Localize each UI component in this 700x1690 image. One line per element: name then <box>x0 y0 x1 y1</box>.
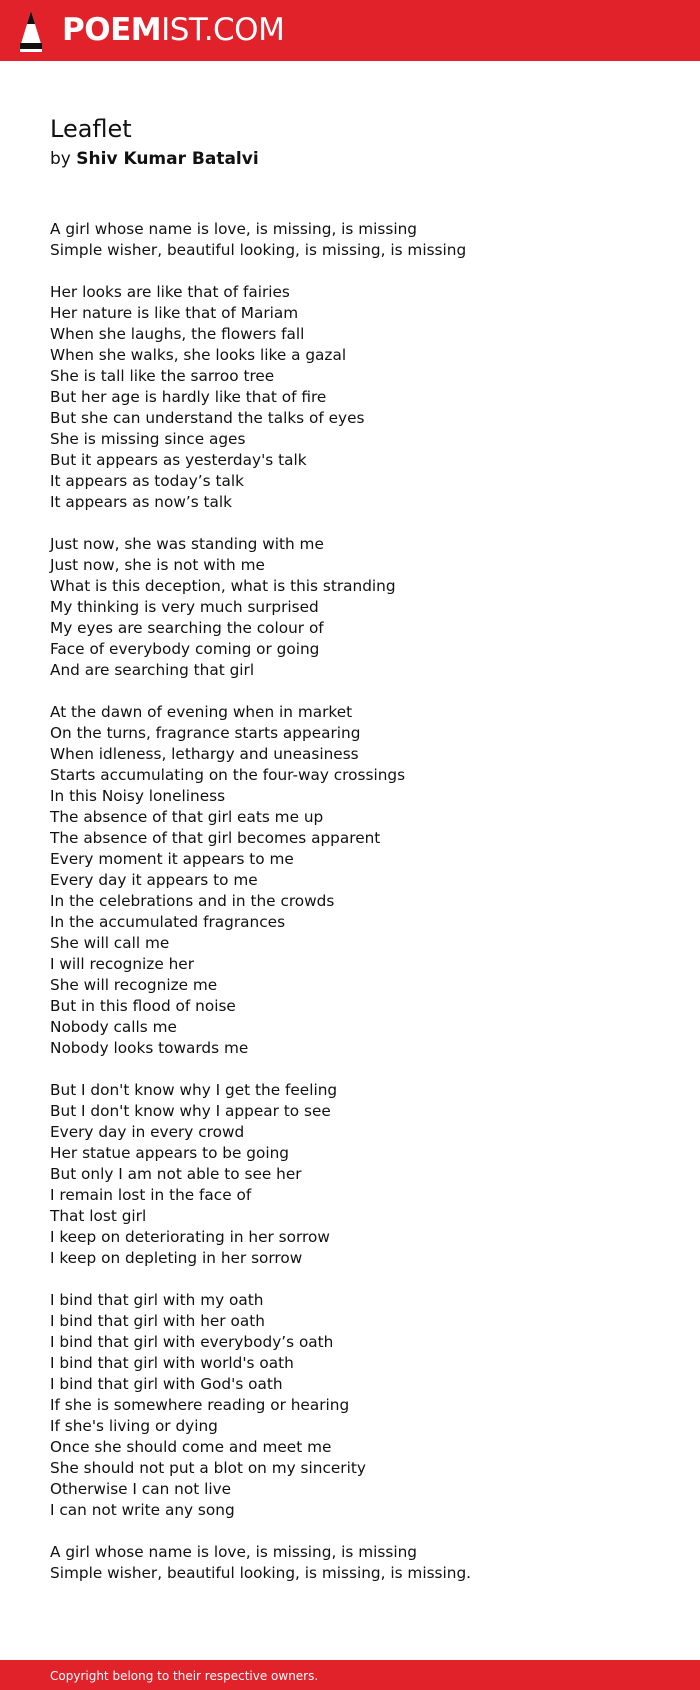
poem-line: Her nature is like that of Mariam <box>50 304 299 322</box>
poem-line: What is this deception, what is this stranding <box>50 577 396 595</box>
poem-line: That lost girl <box>50 1207 147 1225</box>
pencil-tip-icon[interactable] <box>16 9 46 53</box>
copyright-text: Copyright belong to their respective owners. <box>50 1669 319 1683</box>
poem-line: Starts accumulating on the four-way crossings <box>50 766 406 784</box>
poem-line: But I don't know why I appear to see <box>50 1102 331 1120</box>
poem-line: But it appears as yesterday's talk <box>50 451 307 469</box>
poem-line: When idleness, lethargy and uneasiness <box>50 745 359 763</box>
poem-line: I bind that girl with world's oath <box>50 1354 294 1372</box>
poem-line: Simple wisher, beautiful looking, is missing, is missing. <box>50 1564 472 1582</box>
poem-stanza <box>50 1080 650 1269</box>
poem-line: Her looks are like that of fairies <box>50 283 290 301</box>
poem-line: My thinking is very much surprised <box>50 598 319 616</box>
poem-line: I keep on depleting in her sorrow <box>50 1249 303 1267</box>
poem-line: Nobody calls me <box>50 1018 177 1036</box>
poem-line: She is tall like the sarroo tree <box>50 367 275 385</box>
poem-line: But her age is hardly like that of fire <box>50 388 327 406</box>
poem-line: I bind that girl with her oath <box>50 1312 265 1330</box>
poem-line: At the dawn of evening when in market <box>50 703 353 721</box>
site-header <box>0 0 700 61</box>
brand-light-part: IST.COM <box>161 12 285 48</box>
poem-body <box>50 219 650 1605</box>
poem-line: Nobody looks towards me <box>50 1039 249 1057</box>
poem-line: In this Noisy loneliness <box>50 787 226 805</box>
poem-line: In the celebrations and in the crowds <box>50 892 335 910</box>
poem-stanza <box>50 534 650 681</box>
poem-line: But I don't know why I get the feeling <box>50 1081 338 1099</box>
poem-stanza <box>50 1542 650 1584</box>
poem-stanza <box>50 702 650 1059</box>
poem-line: It appears as now’s talk <box>50 493 233 511</box>
poem-byline <box>50 148 259 170</box>
poem-line: On the turns, fragrance starts appearing <box>50 724 361 742</box>
site-logo-text[interactable] <box>62 12 284 48</box>
poem-line: Simple wisher, beautiful looking, is missing, is missing <box>50 241 467 259</box>
poem-line: I bind that girl with God's oath <box>50 1375 283 1393</box>
poem-stanza <box>50 1290 650 1521</box>
poem-line: She is missing since ages <box>50 430 246 448</box>
poem-line: She will call me <box>50 934 170 952</box>
poem-line: But only I am not able to see her <box>50 1165 302 1183</box>
site-footer <box>0 1660 700 1690</box>
poem-line: If she is somewhere reading or hearing <box>50 1396 350 1414</box>
poem-line: She should not put a blot on my sincerity <box>50 1459 366 1477</box>
poem-line: When she laughs, the flowers fall <box>50 325 305 343</box>
poem-line: Just now, she is not with me <box>50 556 265 574</box>
poem-line: Face of everybody coming or going <box>50 640 320 658</box>
poem-line: My eyes are searching the colour of <box>50 619 324 637</box>
by-label: by <box>50 149 71 169</box>
poem-line: Every day in every crowd <box>50 1123 245 1141</box>
poem-stanza <box>50 282 650 513</box>
poem-line: The absence of that girl eats me up <box>50 808 324 826</box>
poem-line: It appears as today’s talk <box>50 472 244 490</box>
poem-line: I keep on deteriorating in her sorrow <box>50 1228 330 1246</box>
poem-line: Otherwise I can not live <box>50 1480 232 1498</box>
author-name: Shiv Kumar Batalvi <box>76 149 259 169</box>
poem-line: She will recognize me <box>50 976 218 994</box>
poem-line: I can not write any song <box>50 1501 235 1519</box>
poem-line: Her statue appears to be going <box>50 1144 289 1162</box>
poem-line: I bind that girl with everybody’s oath <box>50 1333 334 1351</box>
poem-line: Every day it appears to me <box>50 871 258 889</box>
poem-line: Once she should come and meet me <box>50 1438 332 1456</box>
poem-line: I bind that girl with my oath <box>50 1291 264 1309</box>
poem-line: When she walks, she looks like a gazal <box>50 346 347 364</box>
poem-line: In the accumulated fragrances <box>50 913 286 931</box>
poem-line: But in this flood of noise <box>50 997 236 1015</box>
poem-line: I remain lost in the face of <box>50 1186 252 1204</box>
poem-line: Just now, she was standing with me <box>50 535 324 553</box>
poem-line: And are searching that girl <box>50 661 255 679</box>
poem-line: A girl whose name is love, is missing, is missing <box>50 220 417 238</box>
poem-line: A girl whose name is love, is missing, is missing <box>50 1543 417 1561</box>
poem-line: If she's living or dying <box>50 1417 218 1435</box>
brand-bold-part: POEM <box>62 12 162 48</box>
poem-line: I will recognize her <box>50 955 194 973</box>
poem-line: But she can understand the talks of eyes <box>50 409 365 427</box>
poem-line: Every moment it appears to me <box>50 850 294 868</box>
poem-line: The absence of that girl becomes apparent <box>50 829 381 847</box>
poem-stanza <box>50 219 650 261</box>
poem-title: Leaflet <box>50 115 132 143</box>
